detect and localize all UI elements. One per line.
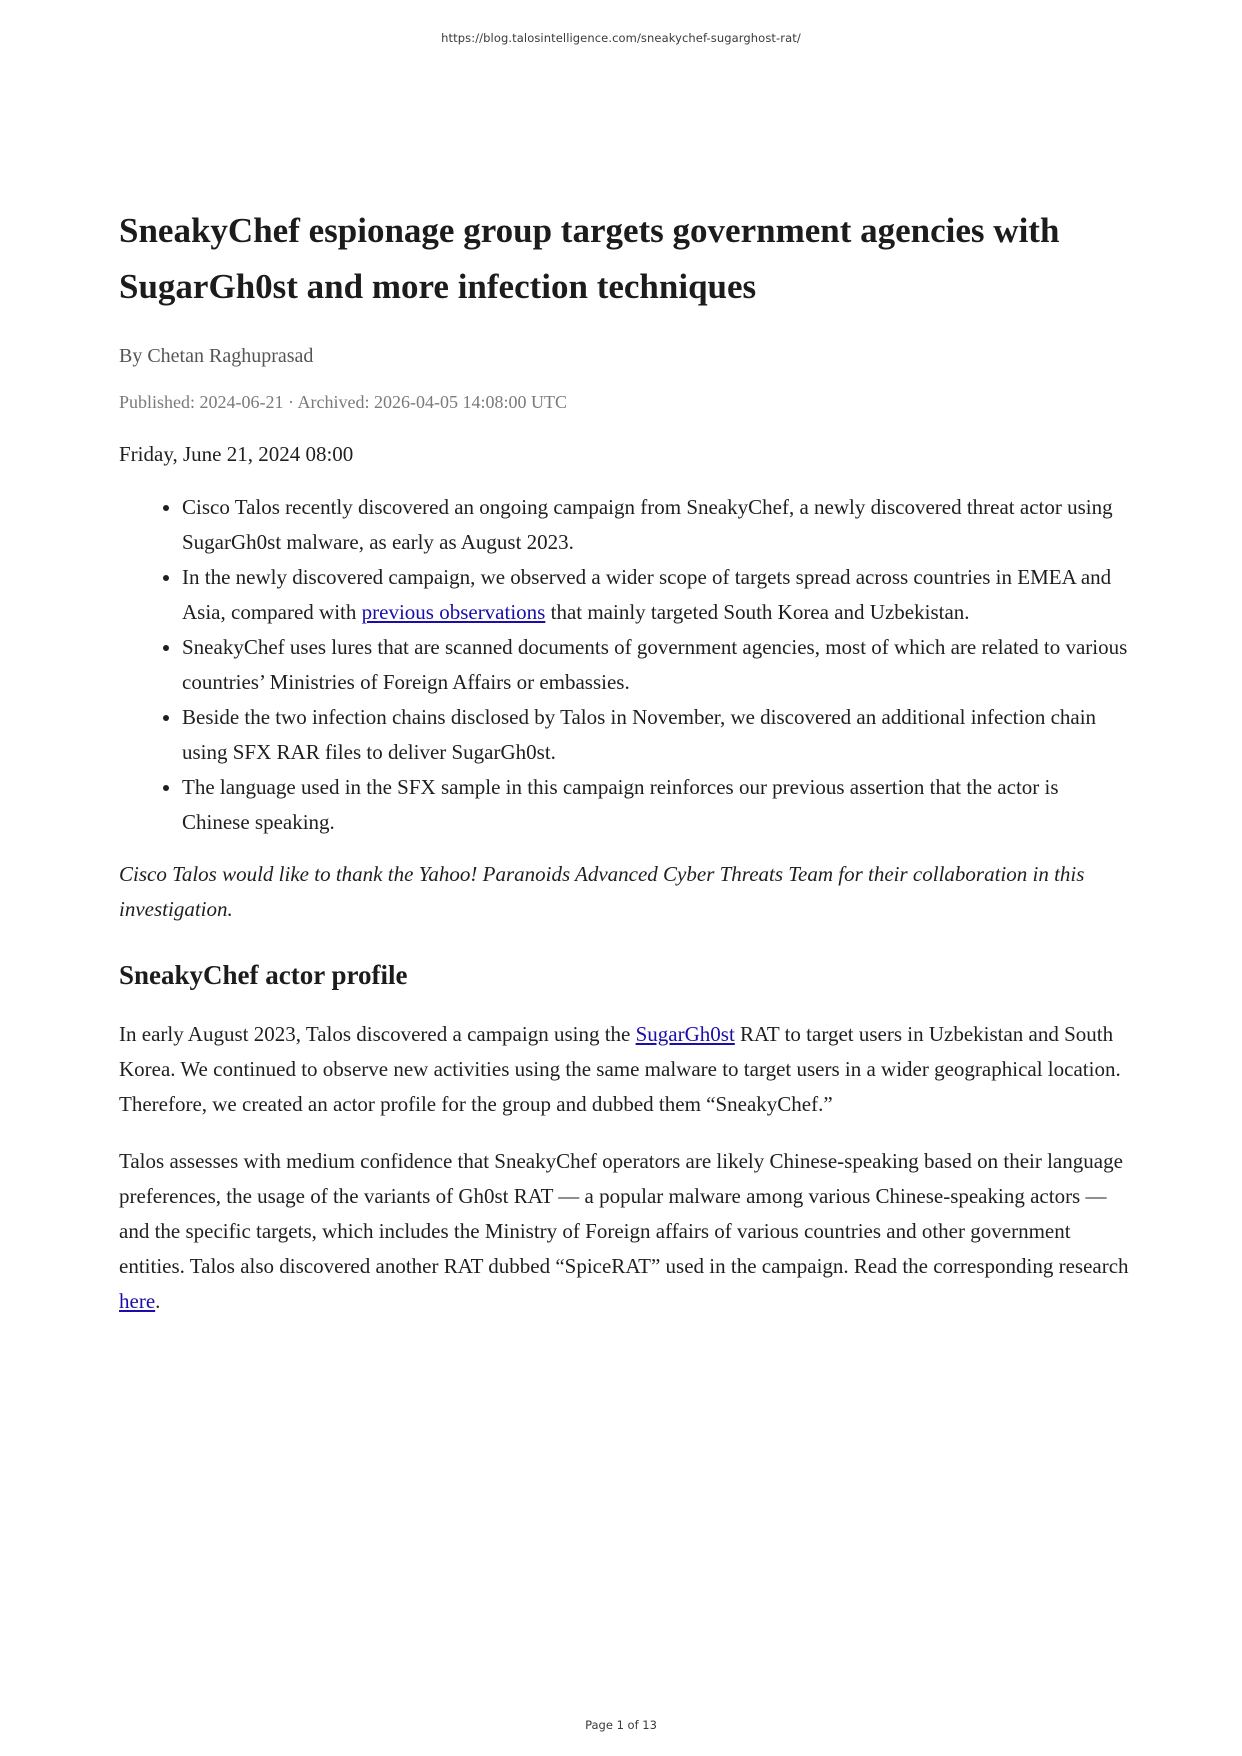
article-title: SneakyChef espionage group targets government agencies with SugarGh0st and more infection techniques: [119, 211, 1060, 306]
page-number-footer: Page 1 of 13: [585, 1718, 657, 1732]
paragraph-text: RAT to target users in Uzbekistan and South Korea. We continued to observe new activities using the same malware to target users in a wider geographical location. Therefore, we created an actor profile for the group and dubbed them “SneakyChef.”: [119, 1022, 1121, 1116]
spicerat-research-link[interactable]: here: [119, 1289, 156, 1313]
article-byline: By Chetan Raghuprasad: [119, 345, 314, 367]
highlight-item: • Beside the two infection chains disclosed by Talos in November, we discovered an additional infection chain using SFX RAR files to deliver SugarGh0st.: [182, 700, 1129, 770]
section-heading-actor-profile: SneakyChef actor profile: [119, 960, 408, 990]
highlight-item: • The language used in the SFX sample in this campaign reinforces our previous assertion that the actor is Chinese speaking.: [182, 770, 1129, 840]
body-paragraph: [119, 1017, 1129, 1122]
paragraph-text: .: [155, 1289, 161, 1313]
highlight-item: • SneakyChef uses lures that are scanned documents of government agencies, most of which are related to various countries’ Ministries of Foreign Affairs or embassies.: [182, 630, 1129, 700]
highlight-text: that mainly targeted South Korea and Uzbekistan.: [545, 600, 970, 624]
article: [119, 203, 1129, 1319]
paragraph-text: Talos assesses with medium confidence that SneakyChef operators are likely Chinese-speaking based on their language preferences, the usage of the variants of Gh0st RAT — a popular malware among various Chinese-speaking actors — and the specific targets, which includes the Ministry of Foreign affairs of various countries and other government entities. Talos also discovered another RAT dubbed “SpiceRAT” used in the campaign. Read the corresponding research: [119, 1149, 1129, 1278]
print-url-header: https://blog.talosintelligence.com/sneakychef-sugarghost-rat/: [441, 31, 801, 45]
previous-observations-link[interactable]: previous observations: [361, 600, 546, 624]
body-paragraph: [119, 1144, 1129, 1319]
article-dateline: Friday, June 21, 2024 08:00: [119, 442, 354, 466]
highlights-list: [119, 490, 1129, 840]
highlight-item: [182, 560, 1129, 630]
acknowledgement-note: Cisco Talos would like to thank the Yahoo! Paranoids Advanced Cyber Threats Team for their collaboration in this investigation.: [119, 862, 1085, 921]
highlight-text: In the newly discovered campaign, we observed a wider scope of targets spread across countries in EMEA and Asia, compared with: [182, 565, 1112, 624]
article-meta: Published: 2024-06-21 · Archived: 2026-04-05 14:08:00 UTC: [119, 392, 567, 412]
highlight-item: • Cisco Talos recently discovered an ongoing campaign from SneakyChef, a newly discovered threat actor using SugarGh0st malware, as early as August 2023.: [182, 490, 1129, 560]
sugargh0st-link[interactable]: SugarGh0st: [635, 1022, 735, 1046]
paragraph-text: In early August 2023, Talos discovered a campaign using the: [119, 1022, 636, 1046]
